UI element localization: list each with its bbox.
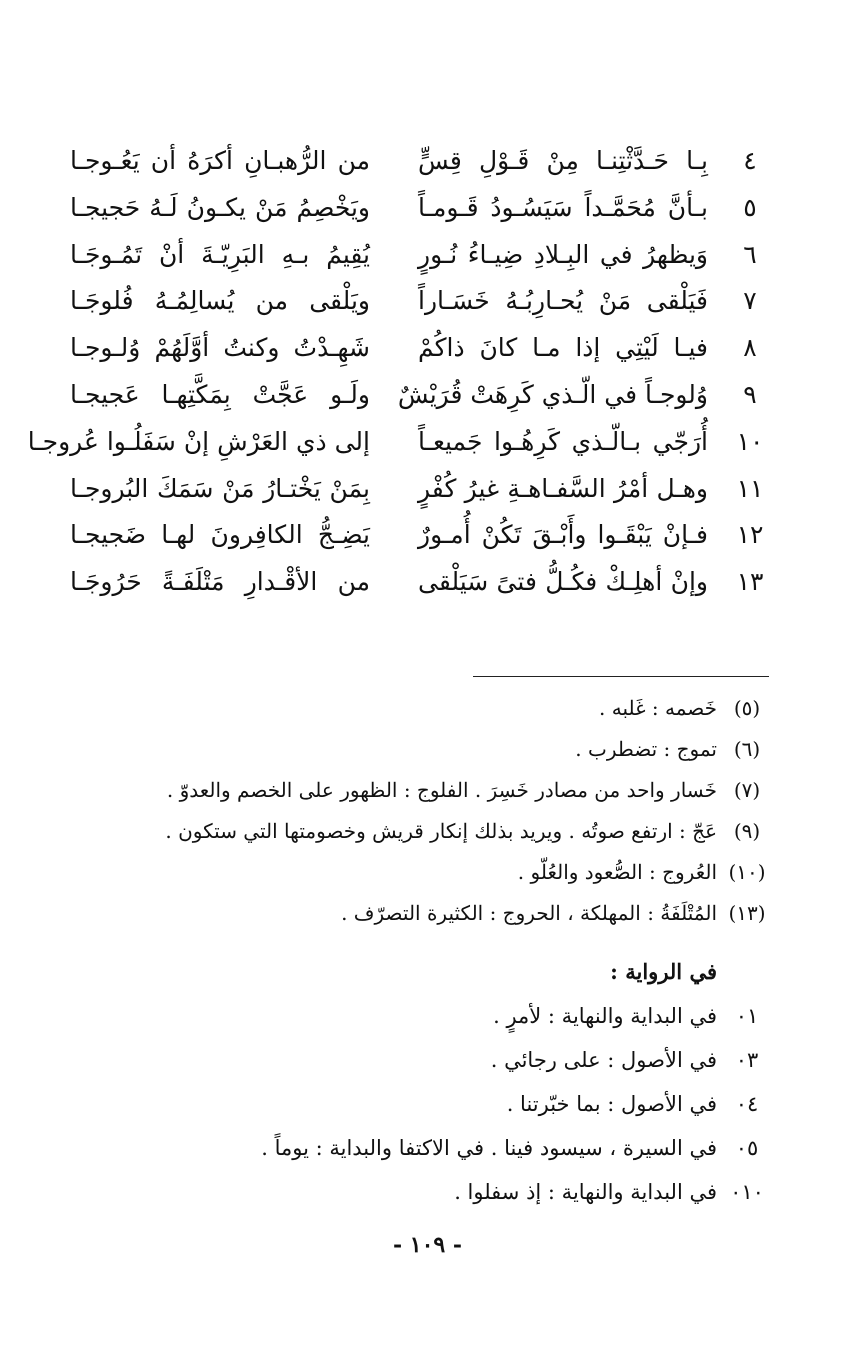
footnote-text: خَصمه : غَلبه . xyxy=(599,696,717,720)
verse-first-hemistich: بـأنَّ مُحَمَّـداً سَيَسُـودُ قَـومـاً xyxy=(418,192,708,222)
footnote xyxy=(47,893,767,934)
variant-text: في البداية والنهاية : إذ سفلوا . xyxy=(454,1180,717,1204)
verse-number: ٥ xyxy=(743,192,757,222)
verse-line xyxy=(60,466,780,513)
verse-first-hemistich: وُلوجـاً في الّـذي كَرِهَتْ قُرَيْشٌ xyxy=(397,379,708,409)
footnote-text: تموج : تضطرب . xyxy=(575,737,717,761)
verse-line xyxy=(60,138,780,185)
variant-number: ٠٣ xyxy=(735,1048,759,1072)
verse-number: ٤ xyxy=(743,146,757,175)
variant-number: ٠٥ xyxy=(735,1136,759,1160)
variant-reading xyxy=(47,1038,767,1082)
variant-text: في البداية والنهاية : لأمرٍ . xyxy=(493,1004,717,1028)
verse-second-hemistich: ولَـو عَجَّتْ بِمَكَّتِهـا عَجيجـا xyxy=(70,379,370,409)
verse-first-hemistich: بِـا حَـدَّثْتِنـا مِنْ قَـوْلِ قِسٍّ xyxy=(418,146,708,175)
verse-line xyxy=(60,325,780,372)
footnote-text: عَجّ : ارتفع صوتُه . ويريد بذلك إنكار قريش وخصومتها التي ستكون . xyxy=(165,819,717,843)
variant-text: في السيرة ، سيسود فينا . في الاكتفا والبداية : يوماً . xyxy=(261,1136,717,1160)
verse-number: ٧ xyxy=(743,286,757,316)
verse-line xyxy=(60,278,780,325)
verse-second-hemistich: ويَخْصِمُ مَنْ يكـونُ لَـهُ حَجيجـا xyxy=(70,192,370,222)
footnote xyxy=(47,688,767,729)
verse-second-hemistich: من الأقْـدارِ مَتْلَفَـةً حَرُوجَـا xyxy=(70,567,370,597)
variant-reading xyxy=(47,1170,767,1214)
footnote-text: العُروج : الصُّعود والعُلّو . xyxy=(517,860,717,884)
verse-second-hemistich: ويَلْقى من يُسالِمُـهُ فُلوجَـا xyxy=(70,286,370,316)
footnote-number: (٥) xyxy=(733,696,761,720)
footnote xyxy=(47,770,767,811)
verse-number: ١٠ xyxy=(736,426,764,456)
verse-first-hemistich: فَيَلْقى مَنْ يُحـارِبُـهُ خَسَـاراً xyxy=(418,286,708,316)
footnote xyxy=(47,811,767,852)
verse-line xyxy=(60,512,780,559)
verse-second-hemistich: شَهِـدْتُ وكنتُ أوَّلَهُمْ وُلـوجـا xyxy=(70,333,370,363)
variant-readings xyxy=(47,950,767,1214)
footnote xyxy=(47,852,767,893)
poem-verses xyxy=(27,138,780,606)
footnote-number: (٩) xyxy=(733,819,761,843)
verse-number: ١١ xyxy=(736,473,764,503)
verse-second-hemistich: بِمَنْ يَخْتـارُ مَنْ سَمَكَ البُروجـا xyxy=(70,473,370,503)
variant-text: في الأصول : على رجائي . xyxy=(490,1048,717,1072)
footnote-text: المُتْلَفَةُ : المهلكة ، الحروج : الكثيرة التصرّف . xyxy=(341,901,717,925)
verse-line xyxy=(60,185,780,232)
verse-number: ٨ xyxy=(743,333,757,363)
variant-text: في الأصول : بما خبّرتنا . xyxy=(506,1092,717,1116)
verse-first-hemistich: وإنْ أهلِـكْ فكُـلُّ فتىً سَيَلْقى xyxy=(418,567,708,597)
verse-number: ١٣ xyxy=(736,567,764,597)
variant-reading xyxy=(47,994,767,1038)
footnotes xyxy=(47,688,767,934)
verse-number: ٦ xyxy=(743,239,757,269)
verse-first-hemistich: فـإنْ يَبْقَـوا وأَبْـقَ تَكُنْ أُمـورٌ xyxy=(418,520,708,550)
verse-first-hemistich: وهـل أمْرُ السَّفـاهـةِ غيرُ كُفْرٍ xyxy=(418,473,708,503)
variant-number: ٠١ xyxy=(735,1004,759,1028)
variant-reading xyxy=(47,1082,767,1126)
verse-line xyxy=(27,419,780,466)
verse-number: ١٢ xyxy=(736,520,764,550)
verse-second-hemistich: يَضِـجُّ الكافِرونَ لهـا ضَجيجـا xyxy=(70,520,370,550)
variant-readings-heading: في الرواية : xyxy=(610,959,717,984)
verse-first-hemistich: وَيظهرُ في البِـلادِ ضِيـاءُ نُـورٍ xyxy=(418,239,708,269)
variant-number: ٠٤ xyxy=(735,1092,759,1116)
variant-reading xyxy=(47,1126,767,1170)
footnote-number: (٦) xyxy=(733,737,761,761)
footnote-number: (١٠) xyxy=(728,860,766,884)
verse-line xyxy=(60,559,780,606)
verse-number: ٩ xyxy=(743,379,757,409)
footnote-number: (١٣) xyxy=(728,901,766,925)
verse-second-hemistich: إلى ذي العَرْشِ إنْ سَفَلُـوا عُروجـا xyxy=(27,426,370,456)
verse-second-hemistich: يُقِيمُ بـهِ البَرِيّـةَ أنْ تَمُـوجَـا xyxy=(70,239,370,269)
footnote-divider xyxy=(473,676,769,677)
verse-line xyxy=(60,372,780,419)
variant-number: ٠١٠ xyxy=(730,1180,764,1204)
footnote xyxy=(47,729,767,770)
footnote-text: خَسار واحد من مصادر خَسِرَ . الفلوج : الظهور على الخصم والعدوّ . xyxy=(166,778,717,802)
verse-second-hemistich: من الرُّهبـانِ أكرَهُ أن يَعُـوجـا xyxy=(70,146,370,175)
verse-line xyxy=(60,232,780,279)
footnote-number: (٧) xyxy=(733,778,761,802)
verse-first-hemistich: فيـا لَيْتِي إذا مـا كانَ ذاكُمْ xyxy=(418,333,708,363)
page-number: - ١٠٩ - xyxy=(392,1232,463,1258)
verse-first-hemistich: أُرَجّي بـالّـذي كَرِهُـوا جَميعـاً xyxy=(418,426,708,456)
